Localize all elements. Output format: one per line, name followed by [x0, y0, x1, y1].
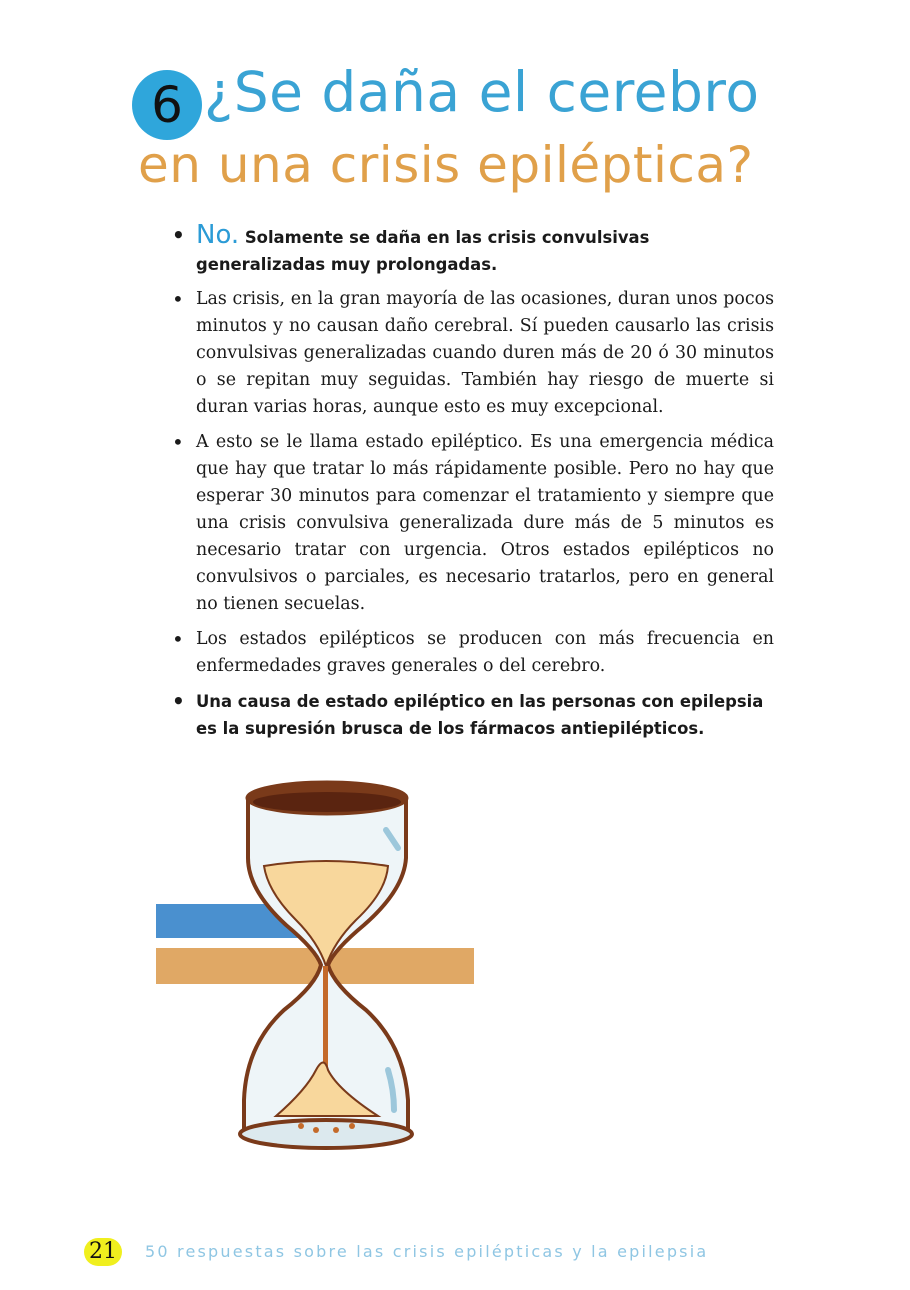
list-item	[170, 688, 774, 742]
bullet-icon: •	[172, 430, 184, 454]
list-item-text: Los estados epilépticos se producen con más frecuencia en enfermedades graves generales o del cerebro.	[196, 629, 774, 676]
sand-dot	[333, 1127, 339, 1133]
bullet-icon: •	[172, 689, 185, 713]
list-item-text: Solamente se daña en las crisis convulsivas generalizadas muy prolongadas.	[196, 228, 650, 274]
answer-no: No.	[196, 220, 240, 250]
bullet-icon: •	[172, 287, 184, 311]
chapter-number-badge	[132, 70, 202, 140]
sand-dot	[349, 1123, 355, 1129]
bullet-icon: •	[172, 223, 185, 247]
bullet-icon: •	[172, 627, 184, 651]
chapter-number: 6	[151, 76, 183, 134]
list-item	[170, 286, 774, 421]
list-item-text: Una causa de estado epiléptico en las personas con epilepsia es la supresión brusca de los fármacos antiepilépticos.	[196, 692, 764, 738]
page-number: 21	[84, 1238, 122, 1266]
list-item-text: A esto se le llama estado epiléptico. Es una emergencia médica que hay que tratar lo más rápidamente posible. Pero no hay que esperar 30 minutos para comenzar el tratamiento y siempre que una crisis convulsiva generalizada dure más de 5 minutos es necesario tratar con urgencia. Otros estados epilépticos no convulsivos o parciales, es necesario tratarlos, pero en general no tienen secuelas.	[196, 432, 774, 614]
top-rim-inner	[253, 792, 401, 812]
answer-list	[170, 222, 774, 750]
running-footer: 50 respuestas sobre las crisis epilépticas y la epilepsia	[145, 1242, 709, 1261]
list-item	[170, 429, 774, 618]
page-title-line2: en una crisis epiléptica?	[138, 136, 754, 194]
page-title-line1: ¿Se daña el cerebro	[204, 60, 760, 124]
list-item	[170, 626, 774, 680]
hourglass-icon	[156, 770, 476, 1160]
sand-dot	[298, 1123, 304, 1129]
bottom-base	[240, 1120, 412, 1148]
sand-stream	[323, 966, 328, 1076]
list-item	[170, 222, 774, 278]
sand-dot	[313, 1127, 319, 1133]
list-item-text: Las crisis, en la gran mayoría de las ocasiones, duran unos pocos minutos y no causan daño cerebral. Sí pueden causarlo las crisis convulsivas generalizadas cuando duren más de 20 ó 30 minutos o se repitan muy seguidas. También hay riesgo de muerte si duran varias horas, aunque esto es muy excepcional.	[196, 289, 774, 417]
